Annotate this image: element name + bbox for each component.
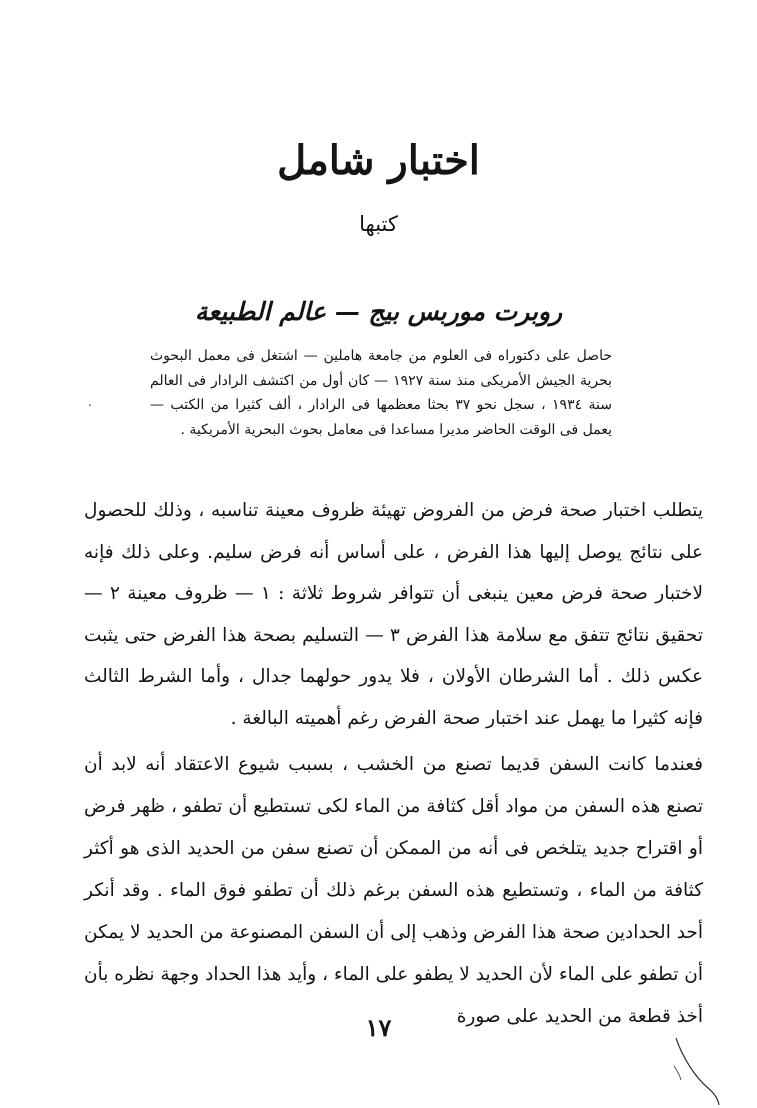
paragraph-text: يتطلب اختبار صحة فرض من الفروض تهيئة ظروف معينة تناسبه ، وذلك للحصول على نتائج يوصل إليها هذا الفرض ، على أساس أنه فرض سليم. وعلى ذلك فإنه لاختبار صحة فرض معين ينبغى أن تتوافر شروط ثلاثة : ١ — ظروف معينة ٢ — تحقيق نتائج تتفق مع سلامة هذا الفرض ٣ — التسليم بصحة هذا الفرض حتى يثبت عكس ذلك . أما الشرطان الأولان ، فلا يدور حولهما جدال ، وأما الشرط الثالث فإنه كثيرا ما يهمل عند اختبار صحة الفرض رغم أهميته البالغة . [84,500,703,729]
body-paragraph-1 [84,490,703,739]
byline-label: كتبها [359,212,398,236]
author-name: روبرت موربس بيج — عالم الطبيعة [194,297,563,326]
page-curl-mark [672,1036,722,1106]
margin-mark: . [88,395,92,409]
article-title: اختبار شامل [277,137,480,184]
page-number: ١٧ [365,1013,392,1042]
paragraph-text: فعندما كانت السفن قديما تصنع من الخشب ، بسبب شيوع الاعتقاد أنه لابد أن تصنع هذه السفن من مواد أقل كثافة من الماء لكى تستطيع أن تطفو ، ظهر فرض أو اقتراح جديد يتلخص فى أنه من الممكن أن تصنع سفن من الحديد الذى هو أكثر كثافة من الماء ، وتستطيع هذه السفن برغم ذلك أن تطفو فوق الماء . وقد أنكر أحد الحدادين صحة هذا الفرض وذهب إلى أن السفن المصنوعة من الحديد لا يمكن أن تطفو على الماء لأن الحديد لا يطفو على الماء ، وأيد هذا الحداد وجهة نظره بأن أخذ قطعة من الحديد على صورة [84,754,703,1027]
body-paragraph-2 [84,744,703,1038]
author-bio: حاصل على دكتوراه فى العلوم من جامعة هاملين — اشتغل فى معمل البحوث بحرية الجيش الأمريكى منذ سنة ١٩٢٧ — كان أول من اكتشف الرادار فى العالم سنة ١٩٣٤ ، سجل نحو ٣٧ بحثا معظمها فى الرادار ، ألف كثيرا من الكتب — يعمل فى الوقت الحاضر مديرا مساعدا فى معامل بحوث البحرية الأمريكية . [150,348,612,438]
